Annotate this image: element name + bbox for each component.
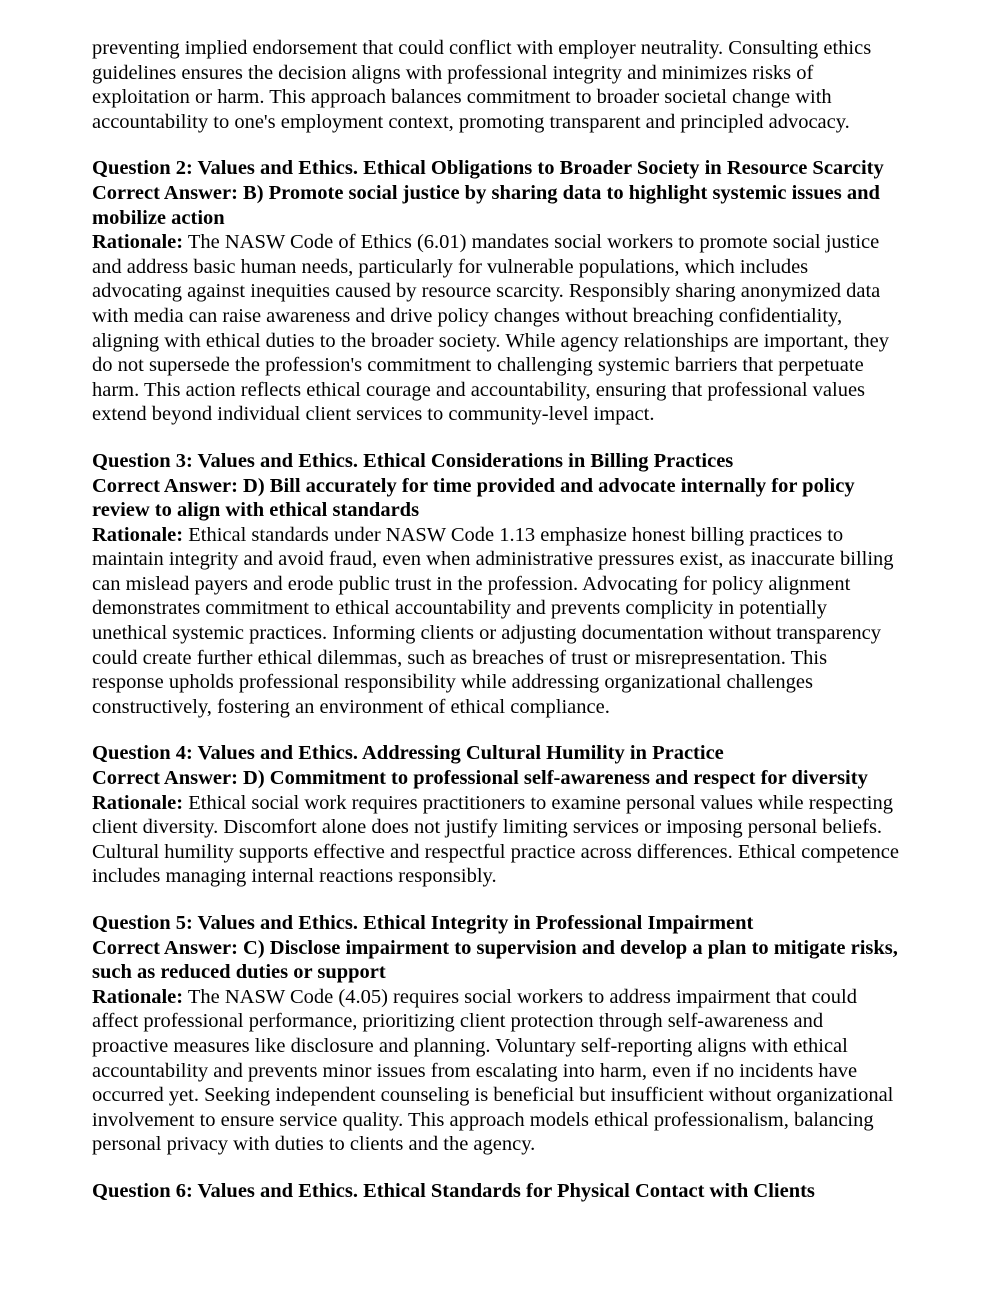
rationale-text: Ethical social work requires practitioners to examine personal values while respecting client diversity. Discomfort alone does not justify limiting services or imposing personal beliefs. Cultural humility supports effective and respectful practice across differences. Ethical competence includes managing internal reactions responsibly.: [92, 791, 899, 888]
question-block-3: [92, 449, 902, 720]
question-block-5: [92, 911, 902, 1157]
question-block-6: [92, 1179, 902, 1204]
rationale-text: The NASW Code (4.05) requires social workers to address impairment that could affect professional performance, prioritizing client protection through self-awareness and proactive measures like disclosure and planning. Voluntary self-reporting aligns with ethical accountability and prevents minor issues from escalating into harm, even if no incidents have occurred yet. Seeking independent counseling is beneficial but insufficient without organizational involvement to ensure service quality. This approach models ethical professionalism, balancing personal privacy with duties to clients and the agency.: [92, 985, 894, 1156]
correct-answer: Correct Answer: D) Commitment to professional self-awareness and respect for diversity: [92, 767, 868, 790]
question-title: Question 6: Values and Ethics. Ethical Standards for Physical Contact with Clients: [92, 1179, 815, 1202]
question-block-4: [92, 741, 902, 889]
rationale-paragraph: [92, 230, 902, 427]
question-title: Question 2: Values and Ethics. Ethical Obligations to Broader Society in Resource Scarcity: [92, 157, 884, 180]
rationale-paragraph: [92, 985, 902, 1157]
intro-paragraph: preventing implied endorsement that could conflict with employer neutrality. Consulting ethics guidelines ensures the decision aligns with professional integrity and minimizes risks of exploitation or harm. This approach balances commitment to broader societal change with accountability to one's employment context, promoting transparent and principled advocacy.: [92, 37, 872, 133]
rationale-text: Ethical standards under NASW Code 1.13 emphasize honest billing practices to maintain integrity and avoid fraud, even when administrative pressures exist, as inaccurate billing can mislead payers and erode public trust in the profession. Advocating for policy alignment demonstrates commitment to ethical accountability and prevents complicity in potentially unethical systemic practices. Informing clients or adjusting documentation without transparency could create further ethical dilemmas, such as breaches of trust or misrepresentation. This response upholds professional responsibility while addressing organizational challenges constructively, fostering an environment of ethical compliance.: [92, 523, 894, 718]
question-title: Question 3: Values and Ethics. Ethical Considerations in Billing Practices: [92, 449, 734, 472]
rationale-paragraph: [92, 523, 902, 720]
correct-answer: Correct Answer: D) Bill accurately for time provided and advocate internally for policy review to align with ethical standards: [92, 474, 855, 522]
rationale-label: Rationale:: [92, 523, 184, 546]
rationale-label: Rationale:: [92, 791, 184, 814]
document-page: [92, 36, 902, 1204]
question-title: Question 5: Values and Ethics. Ethical Integrity in Professional Impairment: [92, 912, 754, 934]
rationale-paragraph: [92, 791, 902, 889]
correct-answer: Correct Answer: B) Promote social justice by sharing data to highlight systemic issues and mobilize action: [92, 181, 880, 229]
rationale-text: The NASW Code of Ethics (6.01) mandates social workers to promote social justice and address basic human needs, particularly for vulnerable populations, which includes advocating against inequities caused by resource scarcity. Responsibly sharing anonymized data with media can raise awareness and drive policy changes without breaching confidentiality, aligning with ethical duties to the broader society. While agency relationships are important, they do not supersede the profession's commitment to challenging systemic barriers that perpetuate harm. This action reflects ethical courage and accountability, ensuring that professional values extend beyond individual client services to community-level impact.: [92, 231, 889, 426]
question-title: Question 4: Values and Ethics. Addressing Cultural Humility in Practice: [92, 742, 724, 765]
rationale-label: Rationale:: [92, 985, 184, 1008]
question-block-2: [92, 156, 902, 427]
correct-answer: Correct Answer: C) Disclose impairment to supervision and develop a plan to mitigate risks, such as reduced duties or support: [92, 936, 898, 984]
rationale-label: Rationale:: [92, 231, 184, 254]
